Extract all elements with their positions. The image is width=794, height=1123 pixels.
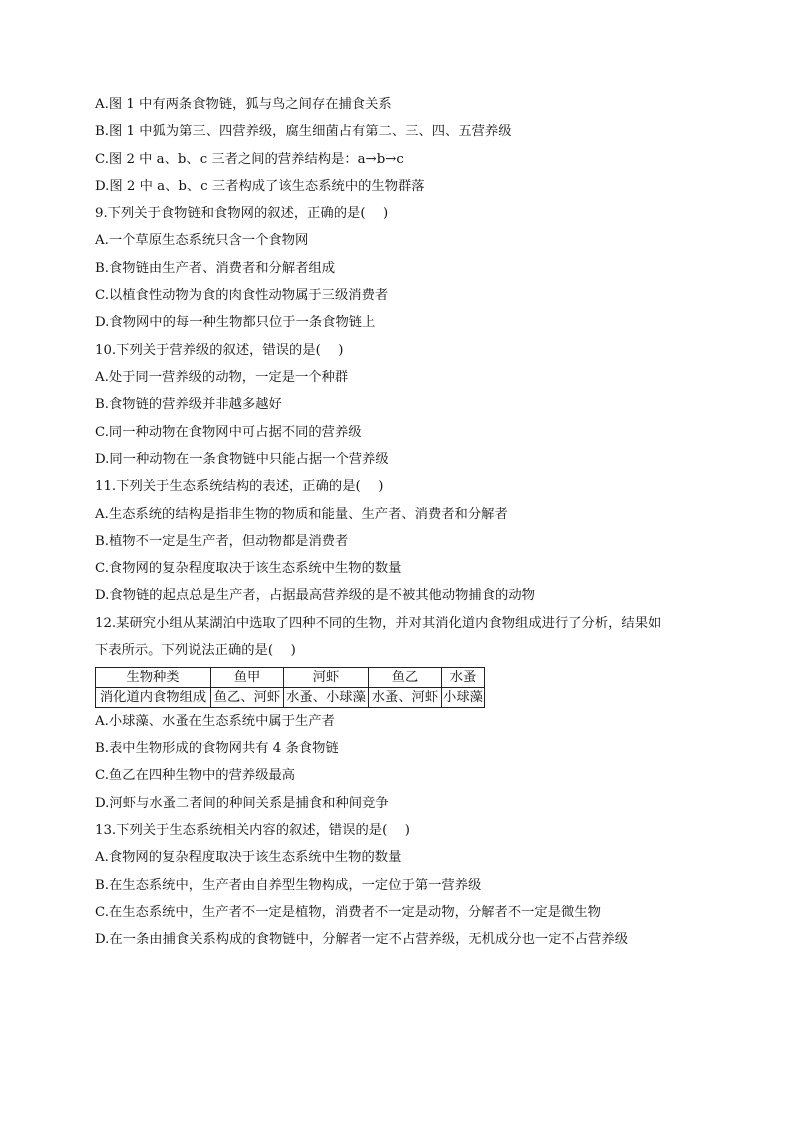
option-11c: C.食物网的复杂程度取决于该生态系统中生物的数量 <box>95 561 402 576</box>
option-11b: B.植物不一定是生产者，但动物都是消费者 <box>95 534 349 549</box>
option-9c: C.以植食性动物为食的肉食性动物属于三级消费者 <box>95 288 389 303</box>
option-9d: D.食物网中的每一种生物都只位于一条食物链上 <box>95 315 376 330</box>
table-cell: 小球藻 <box>442 688 485 708</box>
option-10a: A.处于同一营养级的动物，一定是一个种群 <box>95 370 349 385</box>
table-cell: 水蚤、小球藻 <box>284 688 369 708</box>
option-8a: A.图 1 中有两条食物链，狐与鸟之间存在捕食关系 <box>95 97 392 112</box>
option-11a: A.生态系统的结构是指非生物的物质和能量、生产者、消费者和分解者 <box>95 507 508 522</box>
option-8d: D.图 2 中 a、b、c 三者构成了该生态系统中的生物群落 <box>95 179 425 194</box>
question-12: 12.某研究小组从某湖泊中选取了四种不同的生物，并对其消化道内食物组成进行了分析，结果如下表所示。下列说法正确的是( ) <box>95 616 662 658</box>
question-13: 13.下列关于生态系统相关内容的叙述，错误的是( ) <box>95 823 410 838</box>
table-cell: 鱼乙、河虾 <box>211 688 284 708</box>
option-12d: D.河虾与水蚤二者间的种间关系是捕食和种间竞争 <box>95 796 389 811</box>
option-11d: D.食物链的起点总是生产者，占据最高营养级的是不被其他动物捕食的动物 <box>95 588 535 603</box>
option-10c: C.同一种动物在食物网中可占据不同的营养级 <box>95 425 362 440</box>
option-10b: B.食物链的营养级并非越多越好 <box>95 397 282 412</box>
food-composition-table <box>95 667 485 708</box>
table-cell: 生物种类 <box>96 668 211 688</box>
option-12b: B.表中生物形成的食物网共有 4 条食物链 <box>95 741 339 756</box>
table-cell: 河虾 <box>284 668 369 688</box>
option-12c: C.鱼乙在四种生物中的营养级最高 <box>95 768 296 783</box>
table-cell: 水蚤 <box>442 668 485 688</box>
option-8c: C.图 2 中 a、b、c 三者之间的营养结构是：a→b→c <box>95 152 404 167</box>
table-cell: 消化道内食物组成 <box>96 688 211 708</box>
option-13c: C.在生态系统中，生产者不一定是植物，消费者不一定是动物，分解者不一定是微生物 <box>95 905 601 920</box>
question-10: 10.下列关于营养级的叙述，错误的是( ) <box>95 343 344 358</box>
table-header-row <box>96 668 485 688</box>
option-10d: D.同一种动物在一条食物链中只能占据一个营养级 <box>95 452 389 467</box>
table-cell: 水蚤、河虾 <box>369 688 442 708</box>
option-13b: B.在生态系统中，生产者由自养型生物构成，一定位于第一营养级 <box>95 878 482 893</box>
table-cell: 鱼乙 <box>369 668 442 688</box>
table-row <box>96 688 485 708</box>
option-8b: B.图 1 中狐为第三、四营养级，腐生细菌占有第二、三、四、五营养级 <box>95 124 512 139</box>
question-9: 9.下列关于食物链和食物网的叙述，正确的是( ) <box>95 206 389 221</box>
option-13d: D.在一条由捕食关系构成的食物链中，分解者一定不占营养级，无机成分也一定不占营养级 <box>95 932 628 947</box>
option-9a: A.一个草原生态系统只含一个食物网 <box>95 233 309 248</box>
option-12a: A.小球藻、水蚤在生态系统中属于生产者 <box>95 714 335 729</box>
table-cell: 鱼甲 <box>211 668 284 688</box>
option-13a: A.食物网的复杂程度取决于该生态系统中生物的数量 <box>95 850 402 865</box>
option-9b: B.食物链由生产者、消费者和分解者组成 <box>95 261 336 276</box>
question-11: 11.下列关于生态系统结构的表述，正确的是( ) <box>95 479 384 494</box>
